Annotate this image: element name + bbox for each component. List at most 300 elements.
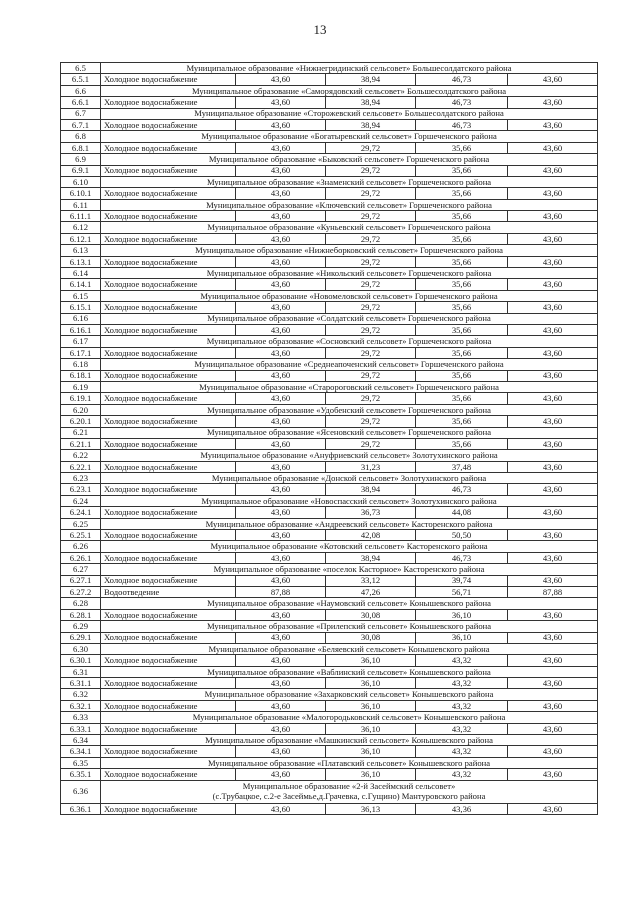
service-name: Холодное водоснабжение [101, 393, 236, 404]
municipality-title: Муниципальное образование «Машкинский сельсовет» Конышевского района [101, 735, 598, 746]
tariff-value-2: 36,10 [326, 700, 416, 711]
service-name: Холодное водоснабжение [101, 256, 236, 267]
tariff-value-1: 43,60 [236, 700, 326, 711]
tariff-value-1: 87,88 [236, 586, 326, 597]
tariff-value-4: 43,60 [508, 746, 598, 757]
service-name: Холодное водоснабжение [101, 803, 236, 814]
table-row [61, 769, 598, 780]
tariff-value-1: 43,60 [236, 393, 326, 404]
tariff-value-2: 38,94 [326, 97, 416, 108]
service-name: Холодное водоснабжение [101, 632, 236, 643]
service-name: Холодное водоснабжение [101, 370, 236, 381]
row-number: 6.21.1 [61, 438, 101, 449]
tariff-value-3: 43,32 [416, 723, 508, 734]
municipality-title: Муниципальное образование «Нижнегридинский сельсовет» Большесолдатского района [101, 63, 598, 74]
service-name: Холодное водоснабжение [101, 165, 236, 176]
tariff-value-1: 43,60 [236, 119, 326, 130]
tariff-value-1: 43,60 [236, 632, 326, 643]
row-number: 6.28.1 [61, 609, 101, 620]
tariff-value-3: 35,66 [416, 438, 508, 449]
section-header-row [61, 643, 598, 654]
section-header-row [61, 108, 598, 119]
tariff-value-1: 43,60 [236, 279, 326, 290]
municipality-title: Муниципальное образование «Ануфриевский сельсовет» Золотухинского района [101, 450, 598, 461]
row-number: 6.25.1 [61, 530, 101, 541]
municipality-title: Муниципальное образование «Солдатский сельсовет» Горшеченского района [101, 313, 598, 324]
service-name: Холодное водоснабжение [101, 530, 236, 541]
tariff-value-3: 50,50 [416, 530, 508, 541]
row-number: 6.6 [61, 85, 101, 96]
municipality-title: Муниципальное образование «Захарковский сельсовет» Конышевского района [101, 689, 598, 700]
service-name: Холодное водоснабжение [101, 188, 236, 199]
table-row [61, 142, 598, 153]
tariff-value-4: 43,60 [508, 507, 598, 518]
tariff-value-1: 43,60 [236, 484, 326, 495]
row-number: 6.19.1 [61, 393, 101, 404]
table-row [61, 393, 598, 404]
table-row [61, 530, 598, 541]
service-name: Холодное водоснабжение [101, 233, 236, 244]
row-number: 6.14.1 [61, 279, 101, 290]
tariff-value-2: 29,72 [326, 211, 416, 222]
service-name: Холодное водоснабжение [101, 700, 236, 711]
municipality-title: Муниципальное образование «Котовский сельсовет» Касторенского района [101, 541, 598, 552]
table-row [61, 632, 598, 643]
tariff-value-2: 29,72 [326, 256, 416, 267]
tariff-value-2: 29,72 [326, 416, 416, 427]
tariff-value-2: 36,13 [326, 803, 416, 814]
tariff-value-3: 37,48 [416, 461, 508, 472]
row-number: 6.23 [61, 473, 101, 484]
tariff-value-3: 43,32 [416, 769, 508, 780]
tariff-value-1: 43,60 [236, 655, 326, 666]
row-number: 6.24 [61, 495, 101, 506]
tariff-value-2: 42,08 [326, 530, 416, 541]
row-number: 6.26.1 [61, 552, 101, 563]
tariff-value-3: 35,66 [416, 302, 508, 313]
municipality-title: Муниципальное образование «Удобенский сельсовет» Горшеченского района [101, 404, 598, 415]
row-number: 6.29.1 [61, 632, 101, 643]
tariff-value-1: 43,60 [236, 461, 326, 472]
tariff-value-1: 43,60 [236, 723, 326, 734]
tariff-value-1: 43,60 [236, 324, 326, 335]
row-number: 6.34 [61, 735, 101, 746]
municipality-title: Муниципальное образование «поселок Касторное» Касторенского района [101, 564, 598, 575]
row-number: 6.13 [61, 245, 101, 256]
row-number: 6.32.1 [61, 700, 101, 711]
tariff-value-2: 29,72 [326, 370, 416, 381]
page-number: 13 [313, 22, 327, 37]
tariff-value-3: 46,73 [416, 74, 508, 85]
row-number: 6.30 [61, 643, 101, 654]
tariff-value-4: 43,60 [508, 438, 598, 449]
tariff-value-4: 43,60 [508, 700, 598, 711]
tariff-table [60, 62, 598, 815]
row-number: 6.9 [61, 154, 101, 165]
service-name: Холодное водоснабжение [101, 211, 236, 222]
table-row [61, 552, 598, 563]
table-row [61, 256, 598, 267]
row-number: 6.34.1 [61, 746, 101, 757]
service-name: Холодное водоснабжение [101, 507, 236, 518]
table-row [61, 484, 598, 495]
tariff-value-3: 35,66 [416, 188, 508, 199]
row-number: 6.19 [61, 381, 101, 392]
section-header-row [61, 757, 598, 768]
municipality-title-line-1: Муниципальное образование «2-й Засеймский сельсовет» [242, 780, 456, 791]
table-row [61, 723, 598, 734]
row-number: 6.22.1 [61, 461, 101, 472]
tariff-value-1: 43,60 [236, 302, 326, 313]
service-name: Водоотведение [101, 586, 236, 597]
section-header-row [61, 336, 598, 347]
tariff-value-4: 87,88 [508, 586, 598, 597]
row-number: 6.13.1 [61, 256, 101, 267]
tariff-value-3: 43,32 [416, 655, 508, 666]
row-number: 6.22 [61, 450, 101, 461]
tariff-table-body [61, 63, 598, 815]
tariff-value-1: 43,60 [236, 530, 326, 541]
row-number: 6.29 [61, 621, 101, 632]
row-number: 6.25 [61, 518, 101, 529]
tariff-value-2: 38,94 [326, 74, 416, 85]
tariff-value-3: 35,66 [416, 165, 508, 176]
municipality-title [101, 780, 598, 803]
table-row [61, 746, 598, 757]
row-number: 6.27 [61, 564, 101, 575]
tariff-value-2: 29,72 [326, 165, 416, 176]
tariff-value-2: 31,23 [326, 461, 416, 472]
row-number: 6.15.1 [61, 302, 101, 313]
municipality-title: Муниципальное образование «Быковский сельсовет» Горшеченского района [101, 154, 598, 165]
service-name: Холодное водоснабжение [101, 142, 236, 153]
tariff-value-1: 43,60 [236, 552, 326, 563]
section-header-row [61, 518, 598, 529]
tariff-value-3: 35,66 [416, 256, 508, 267]
tariff-value-1: 43,60 [236, 256, 326, 267]
tariff-value-3: 46,73 [416, 484, 508, 495]
row-number: 6.9.1 [61, 165, 101, 176]
row-number: 6.5.1 [61, 74, 101, 85]
tariff-value-2: 29,72 [326, 438, 416, 449]
section-header-row [61, 541, 598, 552]
service-name: Холодное водоснабжение [101, 461, 236, 472]
tariff-value-2: 38,94 [326, 484, 416, 495]
table-row [61, 700, 598, 711]
tariff-value-1: 43,60 [236, 211, 326, 222]
service-name: Холодное водоснабжение [101, 678, 236, 689]
table-row [61, 233, 598, 244]
tariff-value-2: 38,94 [326, 119, 416, 130]
service-name: Холодное водоснабжение [101, 746, 236, 757]
row-number: 6.14 [61, 268, 101, 279]
service-name: Холодное водоснабжение [101, 416, 236, 427]
tariff-value-4: 43,60 [508, 370, 598, 381]
section-header-row [61, 404, 598, 415]
municipality-title: Муниципальное образование «Богатыревский сельсовет» Горшеченского района [101, 131, 598, 142]
row-number: 6.15 [61, 290, 101, 301]
section-header-row [61, 495, 598, 506]
table-row [61, 188, 598, 199]
tariff-value-1: 43,60 [236, 746, 326, 757]
tariff-value-3: 46,73 [416, 119, 508, 130]
row-number: 6.8 [61, 131, 101, 142]
municipality-title: Муниципальное образование «Андреевский сельсовет» Касторенского района [101, 518, 598, 529]
row-number: 6.6.1 [61, 97, 101, 108]
row-number: 6.27.2 [61, 586, 101, 597]
tariff-value-4: 43,60 [508, 279, 598, 290]
table-row [61, 575, 598, 586]
table-row [61, 165, 598, 176]
tariff-value-2: 36,73 [326, 507, 416, 518]
tariff-value-3: 35,66 [416, 142, 508, 153]
tariff-value-3: 35,66 [416, 393, 508, 404]
section-header-row [61, 245, 598, 256]
row-number: 6.32 [61, 689, 101, 700]
municipality-title: Муниципальное образование «Новомеловской сельсовет» Горшеченского района [101, 290, 598, 301]
row-number: 6.23.1 [61, 484, 101, 495]
row-number: 6.20 [61, 404, 101, 415]
tariff-value-3: 46,73 [416, 552, 508, 563]
service-name: Холодное водоснабжение [101, 324, 236, 335]
tariff-value-1: 43,60 [236, 438, 326, 449]
tariff-value-3: 35,66 [416, 347, 508, 358]
table-row [61, 347, 598, 358]
municipality-title: Муниципальное образование «Донской сельсовет» Золотухинского района [101, 473, 598, 484]
row-number: 6.20.1 [61, 416, 101, 427]
tariff-value-4: 43,60 [508, 632, 598, 643]
municipality-title: Муниципальное образование «Сторожевский сельсовет» Большесолдатского района [101, 108, 598, 119]
row-number: 6.10 [61, 176, 101, 187]
tariff-value-4: 43,60 [508, 119, 598, 130]
tariff-value-4: 43,60 [508, 609, 598, 620]
tariff-value-1: 43,60 [236, 803, 326, 814]
municipality-title-line-2: (с.Трубацкое, с.2-е Засеймье,д.Грачевка, с.Гущино) Мантуровского района [212, 790, 486, 801]
tariff-value-2: 29,72 [326, 188, 416, 199]
table-row [61, 655, 598, 666]
section-header-row [61, 63, 598, 74]
tariff-value-4: 43,60 [508, 575, 598, 586]
section-header-row [61, 780, 598, 803]
section-header-row [61, 621, 598, 632]
row-number: 6.36 [61, 780, 101, 803]
table-row [61, 803, 598, 814]
tariff-value-1: 43,60 [236, 575, 326, 586]
section-header-row [61, 222, 598, 233]
row-number: 6.33.1 [61, 723, 101, 734]
service-name: Холодное водоснабжение [101, 347, 236, 358]
tariff-value-2: 36,10 [326, 769, 416, 780]
municipality-title: Муниципальное образование «Никольский сельсовет» Горшеченского района [101, 268, 598, 279]
row-number: 6.24.1 [61, 507, 101, 518]
tariff-value-4: 43,60 [508, 416, 598, 427]
section-header-row [61, 450, 598, 461]
tariff-value-1: 43,60 [236, 347, 326, 358]
row-number: 6.18.1 [61, 370, 101, 381]
service-name: Холодное водоснабжение [101, 655, 236, 666]
tariff-value-1: 43,60 [236, 769, 326, 780]
service-name: Холодное водоснабжение [101, 279, 236, 290]
municipality-title: Муниципальное образование «Платавский сельсовет» Конышевского района [101, 757, 598, 768]
tariff-value-4: 43,60 [508, 347, 598, 358]
tariff-value-4: 43,60 [508, 188, 598, 199]
row-number: 6.16.1 [61, 324, 101, 335]
tariff-value-3: 43,36 [416, 803, 508, 814]
municipality-title: Муниципальное образование «Нижнеборковский сельсовет» Горшеченского района [101, 245, 598, 256]
row-number: 6.11 [61, 199, 101, 210]
tariff-value-3: 56,71 [416, 586, 508, 597]
tariff-value-3: 44,08 [416, 507, 508, 518]
table-row [61, 97, 598, 108]
tariff-value-4: 43,60 [508, 461, 598, 472]
municipality-title: Муниципальное образование «Прилепский сельсовет» Конышевского района [101, 621, 598, 632]
tariff-value-3: 35,66 [416, 416, 508, 427]
tariff-value-1: 43,60 [236, 416, 326, 427]
tariff-value-4: 43,60 [508, 678, 598, 689]
section-header-row [61, 666, 598, 677]
tariff-value-2: 29,72 [326, 279, 416, 290]
table-row [61, 211, 598, 222]
tariff-value-3: 43,32 [416, 700, 508, 711]
table-row [61, 119, 598, 130]
tariff-value-3: 36,10 [416, 609, 508, 620]
tariff-value-2: 47,26 [326, 586, 416, 597]
service-name: Холодное водоснабжение [101, 769, 236, 780]
tariff-value-1: 43,60 [236, 74, 326, 85]
row-number: 6.21 [61, 427, 101, 438]
section-header-row [61, 564, 598, 575]
tariff-value-2: 38,94 [326, 552, 416, 563]
tariff-value-3: 35,66 [416, 370, 508, 381]
municipality-title: Муниципальное образование «Наумовский сельсовет» Конышевского района [101, 598, 598, 609]
tariff-value-4: 43,60 [508, 324, 598, 335]
row-number: 6.35 [61, 757, 101, 768]
section-header-row [61, 598, 598, 609]
service-name: Холодное водоснабжение [101, 438, 236, 449]
section-header-row [61, 85, 598, 96]
table-row [61, 461, 598, 472]
service-name: Холодное водоснабжение [101, 119, 236, 130]
tariff-value-2: 36,10 [326, 723, 416, 734]
row-number: 6.7.1 [61, 119, 101, 130]
tariff-value-4: 43,60 [508, 803, 598, 814]
section-header-row [61, 735, 598, 746]
tariff-value-2: 36,10 [326, 655, 416, 666]
row-number: 6.12 [61, 222, 101, 233]
section-header-row [61, 176, 598, 187]
row-number: 6.5 [61, 63, 101, 74]
tariff-value-4: 43,60 [508, 233, 598, 244]
table-row [61, 507, 598, 518]
service-name: Холодное водоснабжение [101, 575, 236, 586]
tariff-value-2: 29,72 [326, 393, 416, 404]
tariff-value-3: 35,66 [416, 211, 508, 222]
tariff-value-1: 43,60 [236, 188, 326, 199]
row-number: 6.17 [61, 336, 101, 347]
municipality-title: Муниципальное образование «Ясеновский сельсовет» Горшеченского района [101, 427, 598, 438]
row-number: 6.28 [61, 598, 101, 609]
tariff-value-4: 43,60 [508, 530, 598, 541]
table-row [61, 370, 598, 381]
tariff-value-3: 39,74 [416, 575, 508, 586]
municipality-title: Муниципальное образование «Старороговский сельсовет» Горшеченского района [101, 381, 598, 392]
tariff-value-3: 46,73 [416, 97, 508, 108]
municipality-title: Муниципальное образование «Саморядовский сельсовет» Большесолдатского района [101, 85, 598, 96]
tariff-value-4: 43,60 [508, 655, 598, 666]
tariff-value-2: 29,72 [326, 142, 416, 153]
table-row [61, 609, 598, 620]
row-number: 6.27.1 [61, 575, 101, 586]
tariff-value-4: 43,60 [508, 97, 598, 108]
municipality-title: Муниципальное образование «Беляевский сельсовет» Конышевского района [101, 643, 598, 654]
tariff-value-1: 43,60 [236, 609, 326, 620]
tariff-value-1: 43,60 [236, 370, 326, 381]
tariff-value-1: 43,60 [236, 142, 326, 153]
table-row [61, 416, 598, 427]
tariff-value-3: 35,66 [416, 279, 508, 290]
tariff-value-4: 43,60 [508, 211, 598, 222]
tariff-value-4: 43,60 [508, 393, 598, 404]
service-name: Холодное водоснабжение [101, 484, 236, 495]
row-number: 6.30.1 [61, 655, 101, 666]
section-header-row [61, 313, 598, 324]
tariff-value-1: 43,60 [236, 97, 326, 108]
service-name: Холодное водоснабжение [101, 723, 236, 734]
table-row [61, 302, 598, 313]
section-header-row [61, 381, 598, 392]
tariff-value-4: 43,60 [508, 142, 598, 153]
tariff-value-1: 43,60 [236, 165, 326, 176]
row-number: 6.11.1 [61, 211, 101, 222]
tariff-value-3: 35,66 [416, 233, 508, 244]
row-number: 6.12.1 [61, 233, 101, 244]
table-row [61, 586, 598, 597]
section-header-row [61, 199, 598, 210]
row-number: 6.18 [61, 359, 101, 370]
tariff-value-3: 43,32 [416, 746, 508, 757]
tariff-value-2: 36,10 [326, 746, 416, 757]
section-header-row [61, 268, 598, 279]
table-row [61, 279, 598, 290]
tariff-value-2: 33,12 [326, 575, 416, 586]
table-row [61, 74, 598, 85]
municipality-title: Муниципальное образование «Среднеапоченский сельсовет» Горшеченского района [101, 359, 598, 370]
tariff-value-2: 29,72 [326, 233, 416, 244]
section-header-row [61, 712, 598, 723]
row-number: 6.8.1 [61, 142, 101, 153]
row-number: 6.17.1 [61, 347, 101, 358]
section-header-row [61, 689, 598, 700]
row-number: 6.26 [61, 541, 101, 552]
tariff-value-4: 43,60 [508, 74, 598, 85]
row-number: 6.36.1 [61, 803, 101, 814]
table-row [61, 324, 598, 335]
municipality-title: Муниципальное образование «Ключевский сельсовет» Горшеченского района [101, 199, 598, 210]
tariff-value-2: 29,72 [326, 324, 416, 335]
tariff-value-4: 43,60 [508, 484, 598, 495]
municipality-title: Муниципальное образование «Новоспасский сельсовет» Золотухинского района [101, 495, 598, 506]
row-number: 6.33 [61, 712, 101, 723]
tariff-value-2: 36,10 [326, 678, 416, 689]
tariff-value-3: 36,10 [416, 632, 508, 643]
tariff-value-4: 43,60 [508, 552, 598, 563]
row-number: 6.7 [61, 108, 101, 119]
municipality-title: Муниципальное образование «Знаменский сельсовет» Горшеченского района [101, 176, 598, 187]
tariff-value-3: 35,66 [416, 324, 508, 335]
tariff-value-1: 43,60 [236, 678, 326, 689]
tariff-value-4: 43,60 [508, 256, 598, 267]
table-row [61, 438, 598, 449]
